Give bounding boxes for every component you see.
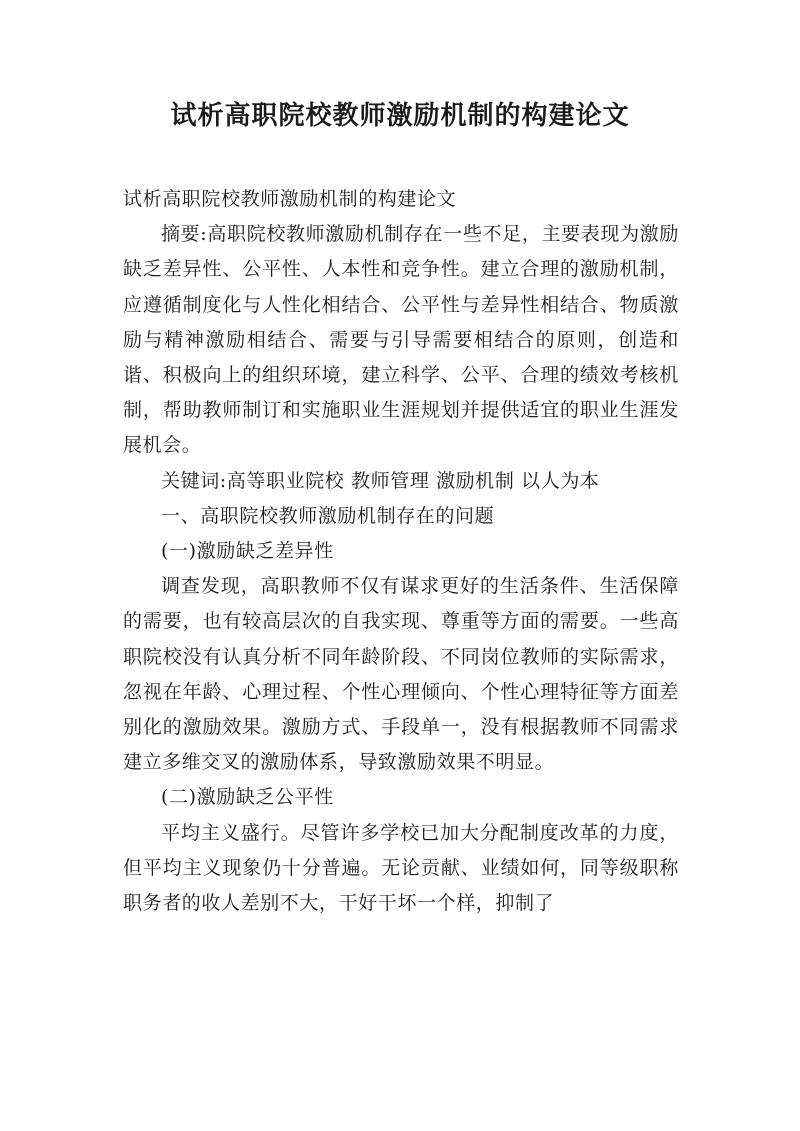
section-heading: 一、高职院校教师激励机制存在的问题 <box>161 504 495 527</box>
body-paragraph-1: 调查发现，高职教师不仅有谋求更好的生活条件、生活保障的需要，也有较高层次的自我实现、尊重等方面的需要。一些高职院校没有认真分析不同年龄阶段、不同岗位教师的实际需求，忽视在年龄、心理过程、个性心理倾向、个性心理特征等方面差别化的激励效果。激励方式、手段单一，没有根据教师不同需求建立多维交叉的激励体系，导致激励效果不明显。 <box>123 575 679 774</box>
document-body <box>123 182 679 921</box>
abstract-paragraph: 摘要:高职院校教师激励机制存在一些不足，主要表现为激励缺乏差异性、公平性、人本性和竞争性。建立合理的激励机制，应遵循制度化与人性化相结合、公平性与差异性相结合、物质激励与精神激励相结合、需要与引导需要相结合的原则，创造和谐、积极向上的组织环境，建立科学、公平、合理的绩效考核机制，帮助教师制订和实施职业生涯规划并提供适宜的职业生涯发展机会。 <box>123 223 679 457</box>
keywords-line: 关键词:高等职业院校 教师管理 激励机制 以人为本 <box>161 469 600 492</box>
subsection-heading-1: (一)激励缺乏差异性 <box>161 540 334 563</box>
body-paragraph-2: 平均主义盛行。尽管许多学校已加大分配制度改革的力度，但平均主义现象仍十分普遍。无论贡献、业绩如何，同等级职称职务者的收人差别不大，干好干坏一个样，抑制了 <box>123 821 679 915</box>
document-title: 试析高职院校教师激励机制的构建论文 <box>170 101 630 131</box>
subsection-heading-2: (二)激励缺乏公平性 <box>161 786 334 809</box>
subtitle-line: 试析高职院校教师激励机制的构建论文 <box>123 188 457 210</box>
